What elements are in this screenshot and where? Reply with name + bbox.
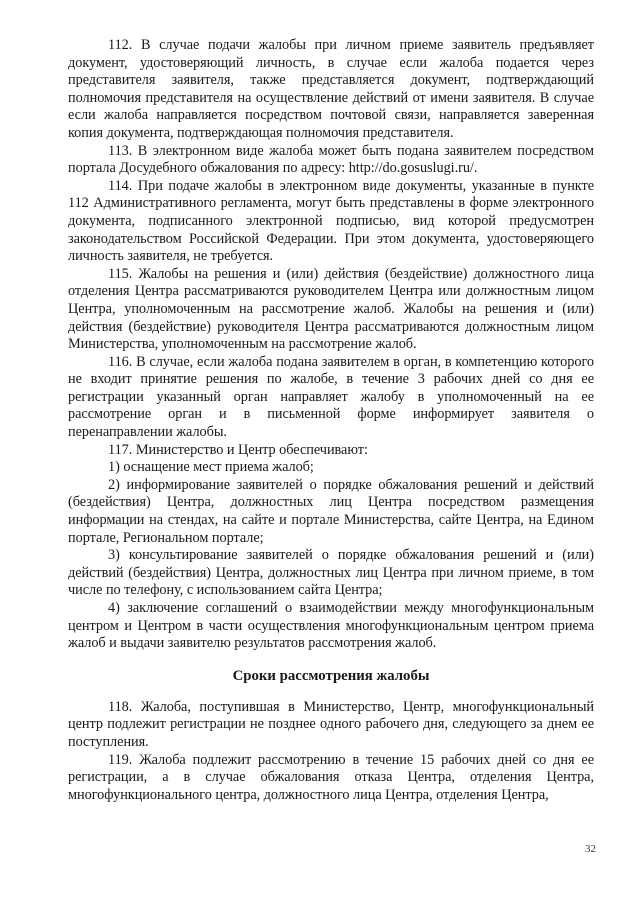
paragraph: 114. При подаче жалобы в электронном виде документы, указанные в пункте 112 Административного регламента, могут быть представлены в форме электронного документа, подписанного электронной подписью, вид которой предусмотрен законодательством Российской Федерации. При этом документа, удостоверяющего личность заявителя, не требуется.	[68, 177, 594, 265]
paragraph: 115. Жалобы на решения и (или) действия (бездействие) должностного лица отделения Центра рассматриваются руководителем Центра или должностным лицом Центра, уполномоченным на рассмотрение жалоб. Жалобы на решения и (или) действия (бездействие) руководителя Центра рассматриваются должностным лицом Министерства, уполномоченным на рассмотрение жалоб.	[68, 265, 594, 353]
paragraph: 113. В электронном виде жалоба может быть подана заявителем посредством портала Досудебного обжалования по адресу: http://do.gosuslugi.ru/.	[68, 142, 594, 177]
paragraph: 119. Жалоба подлежит рассмотрению в течение 15 рабочих дней со дня ее регистрации, а в случае обжалования отказа Центра, отделения Центра, многофункционального центра, должностного лица Центра, отделения Центра,	[68, 751, 594, 803]
list-item: 1) оснащение мест приема жалоб;	[108, 459, 314, 476]
paragraph: 116. В случае, если жалоба подана заявителем в орган, в компетенцию которого не входит принятие решения по жалобе, в течение 3 рабочих дней со дня ее регистрации указанный орган направляет жалобу в уполномоченный на ее рассмотрение орган и в письменной форме информирует заявителя о перенаправлении жалобы.	[68, 353, 594, 441]
list-item: 2) информирование заявителей о порядке обжалования решений и действий (бездействия) Центра, должностных лиц Центра посредством размещения информации на стендах, на сайте и портале Министерства, сайте Центра, на Едином портале, Региональном портале;	[68, 476, 594, 546]
list-item: 3) консультирование заявителей о порядке обжалования решений и (или) действий (бездействия) Центра, должностных лиц Центра при личном приеме, в том числе по телефону, с использованием сайта Центра;	[68, 547, 594, 599]
document-body	[68, 37, 594, 804]
paragraph: 118. Жалоба, поступившая в Министерство, Центр, многофункциональный центр подлежит регистрации не позднее одного рабочего дня, следующего за днем ее поступления.	[68, 698, 594, 750]
page-number: 32	[585, 843, 596, 855]
paragraph-group-top	[68, 37, 594, 653]
section-heading: Сроки рассмотрения жалобы	[232, 667, 430, 684]
paragraph: 112. В случае подачи жалобы при личном приеме заявитель предъявляет документ, удостоверяющий личность, в случае если жалоба подается через представителя заявителя, также представляется документ, подтверждающий полномочия представителя на осуществление действий от имени заявителя. В случае если жалоба направляется посредством почтовой связи, направляется заверенная копия документа, подтверждающая полномочия представителя.	[68, 37, 594, 141]
paragraph: 117. Министерство и Центр обеспечивают:	[108, 441, 368, 458]
list-item: 4) заключение соглашений о взаимодействии между многофункциональным центром и Центром в части осуществления многофункциональным центром приема жалоб и выдачи заявителю результатов рассмотрения жалоб.	[68, 600, 594, 652]
paragraph-group-bottom	[68, 699, 594, 805]
